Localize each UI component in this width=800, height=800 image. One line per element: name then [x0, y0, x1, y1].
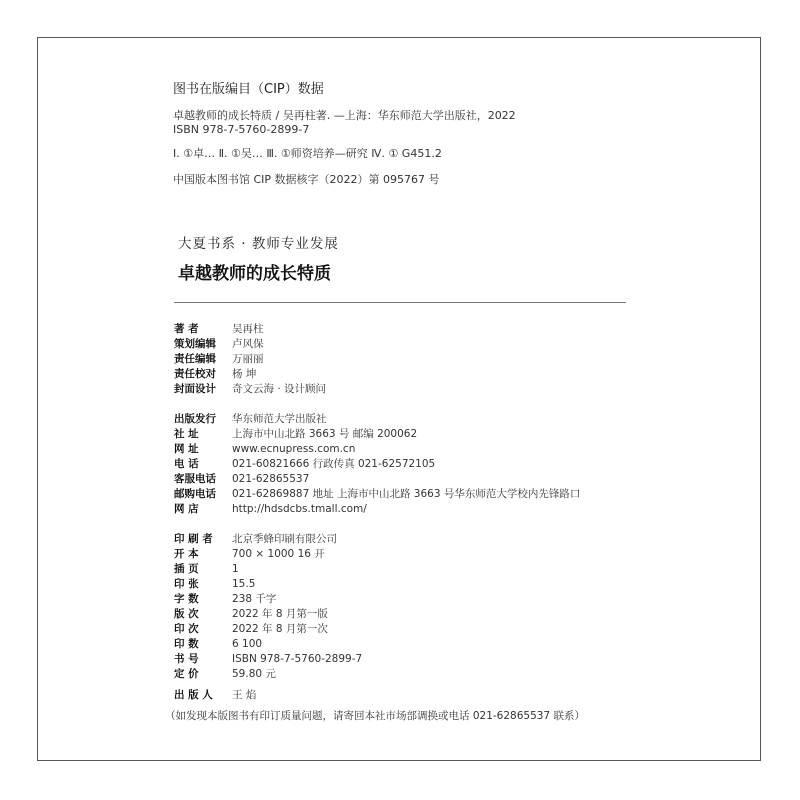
credit-value: 吴再柱 [232, 323, 264, 335]
credit-row [174, 382, 326, 396]
spec-label: 书 号 [174, 653, 199, 665]
spec-row [174, 577, 255, 591]
credit-value: 杨 坤 [232, 368, 257, 380]
spec-value: 北京季蜂印刷有限公司 [232, 533, 337, 545]
spec-label: 开 本 [174, 548, 199, 560]
publisher-row [174, 487, 580, 501]
spec-row [174, 607, 328, 621]
publisher-person-row [174, 688, 256, 702]
publisher-label: 出版发行 [174, 413, 216, 425]
spec-row [174, 592, 276, 606]
publisher-label: 网 址 [174, 443, 199, 455]
publisher-row [174, 427, 417, 441]
spec-label: 字 数 [174, 593, 199, 605]
publisher-label: 客服电话 [174, 473, 216, 485]
spec-value: 700 × 1000 16 开 [232, 548, 325, 560]
publisher-row [174, 412, 327, 426]
spec-row [174, 622, 328, 636]
cip-line-1: 卓越教师的成长特质 / 吴再柱著. —上海：华东师范大学出版社，2022 [173, 109, 516, 122]
spec-value: 15.5 [232, 578, 256, 590]
publisher-row [174, 457, 435, 471]
publisher-label: 电 话 [174, 458, 199, 470]
cip-line-4: 中国版本图书馆 CIP 数据核字（2022）第 095767 号 [173, 173, 440, 186]
credit-label: 著 者 [174, 323, 199, 335]
spec-row [174, 637, 262, 651]
publisher-person-value: 王 焰 [232, 689, 257, 701]
spec-value: 2022 年 8 月第一版 [232, 608, 328, 620]
spec-row [174, 532, 337, 546]
spec-value: 2022 年 8 月第一次 [232, 623, 328, 635]
spec-label: 印 数 [174, 638, 199, 650]
book-title: 卓越教师的成长特质 [178, 264, 331, 284]
spec-value: ISBN 978-7-5760-2899-7 [232, 653, 363, 665]
publisher-row [174, 472, 309, 486]
credit-row [174, 322, 264, 336]
publisher-value: 上海市中山北路 3663 号 邮编 200062 [232, 428, 418, 440]
credit-value: 万丽丽 [232, 353, 264, 365]
spec-label: 定 价 [174, 668, 199, 680]
cip-line-2: ISBN 978-7-5760-2899-7 [173, 123, 310, 136]
publisher-value: 021-62869887 地址 上海市中山北路 3663 号华东师范大学校内先锋路口 [232, 488, 581, 500]
credit-label: 策划编辑 [174, 338, 216, 350]
credit-label: 责任编辑 [174, 353, 216, 365]
credit-value: 卢风保 [232, 338, 264, 350]
cip-line-3: Ⅰ. ①卓… Ⅱ. ①吴… Ⅲ. ①师资培养—研究 Ⅳ. ① G451.2 [173, 147, 442, 160]
credit-value: 奇文云海 · 设计顾问 [232, 383, 327, 395]
spec-row [174, 562, 239, 576]
publisher-value: 华东师范大学出版社 [232, 413, 327, 425]
cip-heading: 图书在版编目（CIP）数据 [173, 82, 324, 97]
publisher-value: http://hdsdcbs.tmall.com/ [232, 503, 367, 515]
spec-label: 版 次 [174, 608, 199, 620]
spec-label: 印 张 [174, 578, 199, 590]
publisher-row [174, 442, 355, 456]
credit-label: 封面设计 [174, 383, 216, 395]
credit-label: 责任校对 [174, 368, 216, 380]
publisher-value: 021-60821666 行政传真 021-62572105 [232, 458, 436, 470]
publisher-person-label: 出 版 人 [174, 689, 213, 701]
spec-label: 印 次 [174, 623, 199, 635]
spec-row [174, 547, 325, 561]
spec-value: 59.80 元 [232, 668, 276, 680]
spec-label: 印 刷 者 [174, 533, 213, 545]
publisher-label: 网 店 [174, 503, 199, 515]
spec-label: 插 页 [174, 563, 199, 575]
publisher-label: 邮购电话 [174, 488, 216, 500]
credit-row [174, 367, 256, 381]
series-name: 大夏书系 · 教师专业发展 [178, 236, 339, 252]
publisher-value: 021-62865537 [232, 473, 310, 485]
credit-row [174, 352, 264, 366]
spec-value: 1 [232, 563, 239, 575]
publisher-value: www.ecnupress.com.cn [232, 443, 356, 455]
spec-row [174, 652, 362, 666]
publisher-label: 社 址 [174, 428, 199, 440]
divider-rule [174, 302, 626, 303]
spec-value: 6 100 [232, 638, 263, 650]
spec-value: 238 千字 [232, 593, 277, 605]
credit-row [174, 337, 264, 351]
quality-note: （如发现本版图书有印订质量问题，请寄回本社市场部调换或电话 021-62865537 联系） [165, 710, 585, 722]
spec-row [174, 667, 276, 681]
publisher-row [174, 502, 367, 516]
